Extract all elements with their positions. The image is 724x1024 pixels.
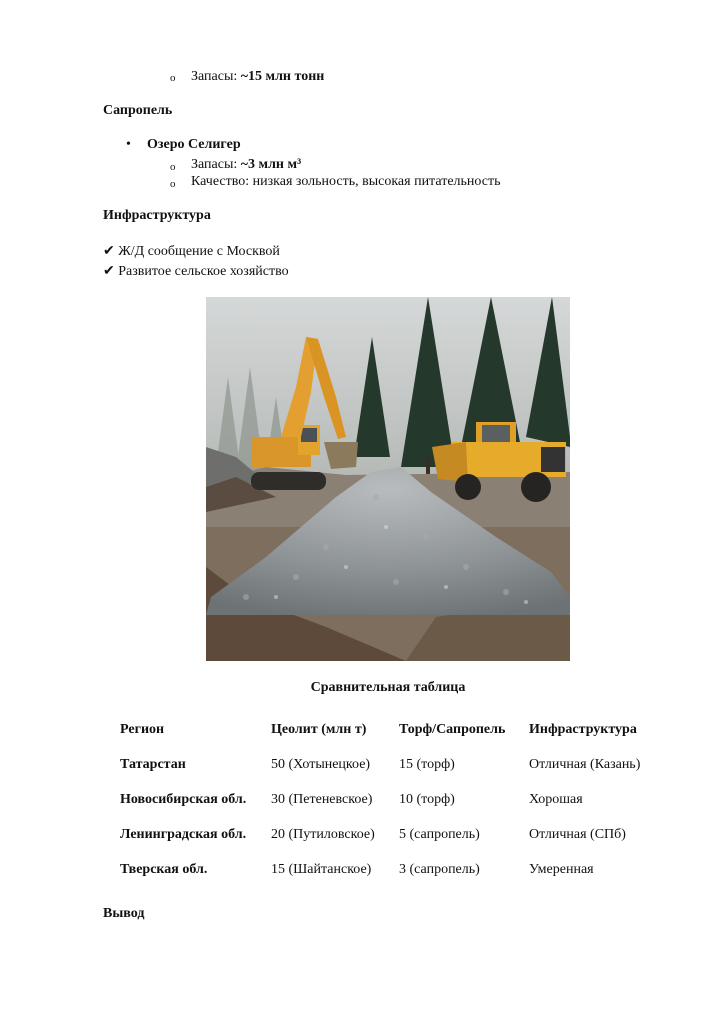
cell-region: Ленинградская обл. xyxy=(120,826,247,842)
cell-infrastructure: Отличная (СПб) xyxy=(529,826,626,842)
sub-bullet: o xyxy=(170,178,176,190)
cell-zeolite: 50 (Хотынецкое) xyxy=(271,756,371,772)
bullet: • xyxy=(126,137,131,152)
sapropel-reserve-value: ~3 млн м³ xyxy=(240,157,302,172)
cell-peat: 3 (сапропель) xyxy=(399,861,480,877)
table-caption: Сравнительная таблица xyxy=(310,680,466,695)
quarry-photo xyxy=(206,297,570,661)
cell-zeolite: 20 (Путиловское) xyxy=(271,826,375,842)
header-zeolite: Цеолит (млн т) xyxy=(271,721,367,737)
cell-infrastructure: Хорошая xyxy=(529,791,583,807)
lake-name: Озеро Селигер xyxy=(147,137,241,152)
sub-bullet: o xyxy=(170,161,176,173)
reserve-label: Запасы: xyxy=(191,69,241,84)
table-header-row xyxy=(120,712,659,747)
cell-zeolite: 30 (Петеневское) xyxy=(271,791,373,807)
infrastructure-heading: Инфраструктура xyxy=(103,208,211,223)
cell-peat: 15 (торф) xyxy=(399,756,455,772)
cell-zeolite: 15 (Шайтанское) xyxy=(271,861,372,877)
sapropel-reserve-label: Запасы: xyxy=(191,157,241,172)
reserve-line xyxy=(191,69,324,85)
table-row xyxy=(120,782,659,817)
reserve-value: ~15 млн тонн xyxy=(240,69,325,84)
sapropel-reserve xyxy=(191,157,301,173)
table-row xyxy=(120,852,659,887)
sub-bullet: o xyxy=(170,72,176,84)
header-region: Регион xyxy=(120,721,165,737)
cell-infrastructure: Умеренная xyxy=(529,861,594,877)
sapropel-heading: Сапропель xyxy=(103,103,173,118)
sapropel-quality: Качество: низкая зольность, высокая питательность xyxy=(191,174,501,189)
table-row xyxy=(120,747,659,782)
cell-infrastructure: Отличная (Казань) xyxy=(529,756,641,772)
infrastructure-item: ✔ Развитое сельское хозяйство xyxy=(103,264,289,279)
comparison-table xyxy=(120,712,659,887)
cell-peat: 5 (сапропель) xyxy=(399,826,480,842)
table-row xyxy=(120,817,659,852)
header-infrastructure: Инфраструктура xyxy=(529,721,637,737)
cell-region: Тверская обл. xyxy=(120,861,208,877)
cell-region: Новосибирская обл. xyxy=(120,791,247,807)
header-peat: Торф/Сапропель xyxy=(399,721,506,737)
conclusion-heading: Вывод xyxy=(103,906,145,921)
cell-peat: 10 (торф) xyxy=(399,791,455,807)
cell-region: Татарстан xyxy=(120,756,186,772)
infrastructure-item: ✔ Ж/Д сообщение с Москвой xyxy=(103,244,280,259)
